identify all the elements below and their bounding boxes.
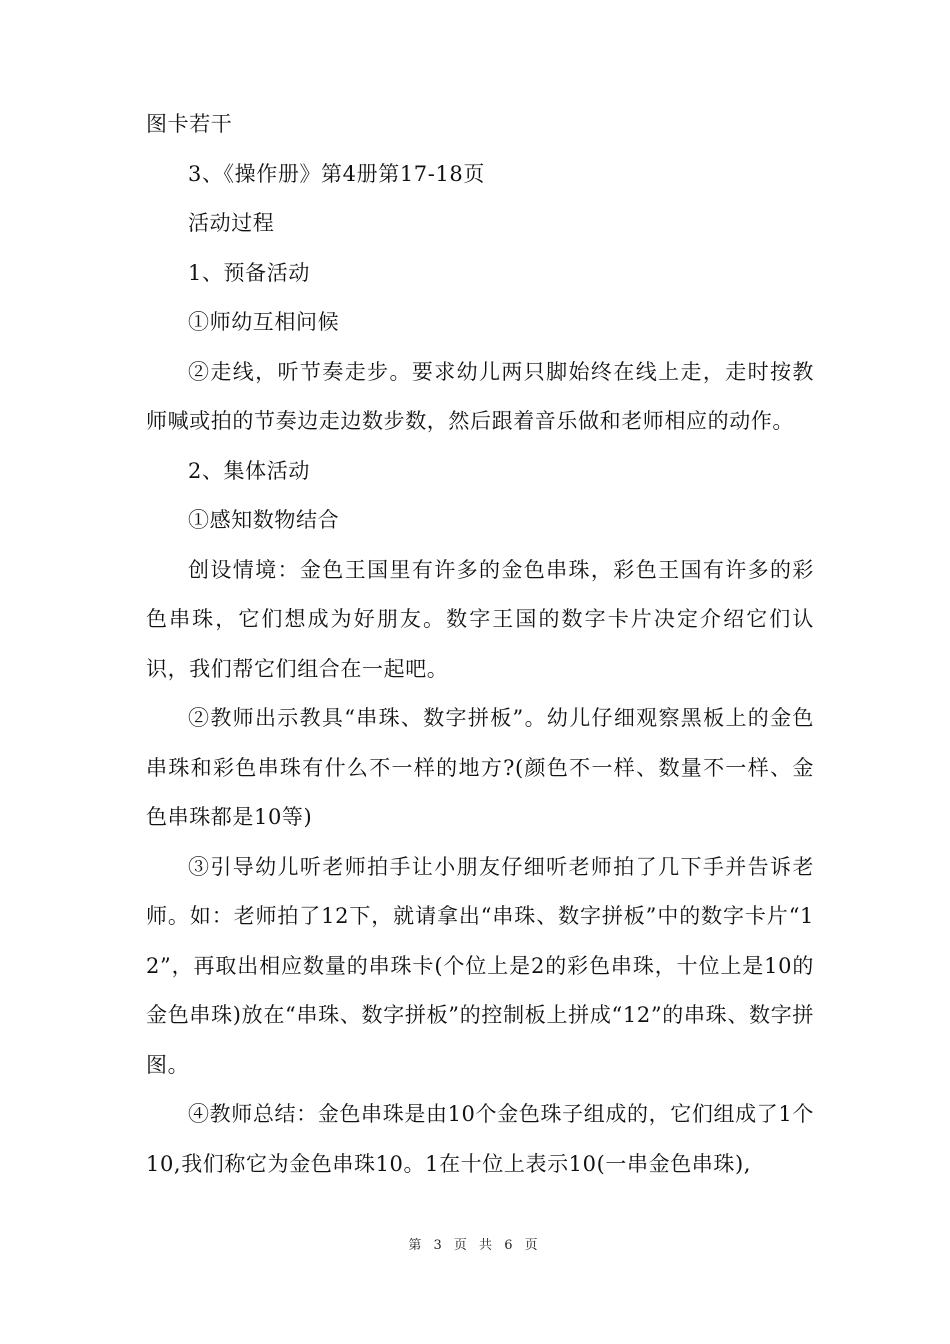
paragraph: 3、《操作册》第4册第17-18页 xyxy=(188,161,485,186)
paragraph: ①师幼互相问候 xyxy=(188,310,340,334)
paragraph: 创设情境：金色王国里有许多的金色串珠，彩色王国有许多的彩色串珠，它们想成为好朋友。数字王国的数字卡片决定介绍它们认识，我们帮它们组合在一起吧。 xyxy=(146,557,814,681)
document-body xyxy=(146,100,814,1189)
section-heading: 1、预备活动 xyxy=(188,260,310,285)
paragraph: ②走线，听节奏走步。要求幼儿两只脚始终在线上走，走时按教师喊或拍的节奏边走边数步数，然后跟着音乐做和老师相应的动作。 xyxy=(146,359,814,433)
paragraph: 图卡若干 xyxy=(146,112,233,136)
paragraph: ③引导幼儿听老师拍手让小朋友仔细听老师拍了几下手并告诉老师。如：老师拍了12下，就请拿出“串珠、数字拼板”中的数字卡片“12”，再取出相应数量的串珠卡(个位上是2的彩色串珠，十位上是10的金色串珠)放在“串珠、数字拼板”的控制板上拼成“12”的串珠、数字拼图。 xyxy=(146,854,814,1077)
page-number-footer: 第 3 页 共 6 页 xyxy=(408,1238,542,1253)
paragraph: ①感知数物结合 xyxy=(188,508,340,532)
paragraph: ④教师总结：金色串珠是由10个金色珠子组成的，它们组成了1个10,我们称它为金色串珠10。1在十位上表示10(一串金色串珠), xyxy=(146,1102,814,1176)
section-heading: 活动过程 xyxy=(188,211,275,235)
paragraph: ②教师出示教具“串珠、数字拼板”。幼儿仔细观察黑板上的金色串珠和彩色串珠有什么不一样的地方?(颜色不一样、数量不一样、金色串珠都是10等) xyxy=(146,706,814,829)
section-heading: 2、集体活动 xyxy=(188,458,310,483)
